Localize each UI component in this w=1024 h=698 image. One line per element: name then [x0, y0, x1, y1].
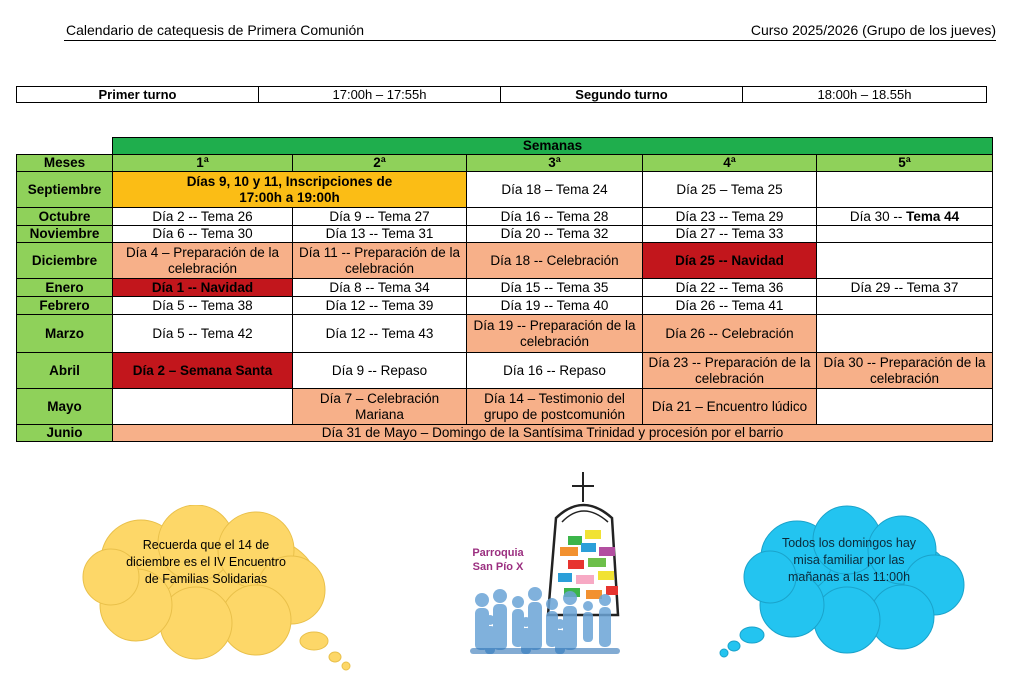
cell-ene-w4: Día 22 -- Tema 36 — [643, 279, 817, 297]
cell-oct-w3: Día 16 -- Tema 28 — [467, 208, 643, 226]
cell-oct-w5-prefix: Día 30 -- — [849, 208, 907, 224]
cell-oct-w4: Día 23 -- Tema 29 — [643, 208, 817, 226]
cell-jun-full: Día 31 de Mayo – Domingo de la Santísima Trinidad y procesión por el barrio — [113, 425, 993, 442]
months-header: Meses — [17, 155, 113, 172]
cell-feb-w1: Día 5 -- Tema 38 — [113, 297, 293, 315]
cell-dic-w1: Día 4 – Preparación de la celebración — [113, 243, 293, 279]
month-abril: Abril — [17, 353, 113, 389]
cell-may-w5 — [817, 389, 993, 425]
cell-nov-w4: Día 27 -- Tema 33 — [643, 226, 817, 243]
cell-may-w1 — [113, 389, 293, 425]
course-label: Curso 2025/2026 (Grupo de los jueves) — [750, 22, 996, 38]
cloud-shape-left — [56, 505, 356, 675]
cell-feb-w3: Día 19 -- Tema 40 — [467, 297, 643, 315]
cell-dic-w3: Día 18 -- Celebración — [467, 243, 643, 279]
cell-abr-w4: Día 23 -- Preparación de la celebración — [643, 353, 817, 389]
month-junio: Junio — [17, 425, 113, 442]
cell-oct-w5-bold: Tema 44 — [906, 208, 960, 224]
month-enero: Enero — [17, 279, 113, 297]
week-5-header: 5ª — [817, 155, 993, 172]
cell-sep-w3: Día 18 – Tema 24 — [467, 172, 643, 208]
second-shift-time: 18:00h – 18.55h — [743, 87, 987, 103]
cell-sep-w1-text: Días 9, 10 y 11, Inscripciones de 17:00h a 19:00h — [186, 173, 393, 205]
document-header — [64, 22, 996, 41]
reminder-cloud — [56, 505, 356, 675]
cell-feb-w4: Día 26 -- Tema 41 — [643, 297, 817, 315]
cell-mar-w1: Día 5 -- Tema 42 — [113, 315, 293, 353]
calendar-table — [16, 137, 993, 442]
tower-and-people-illustration — [460, 470, 640, 685]
cell-abr-w3: Día 16 -- Repaso — [467, 353, 643, 389]
second-shift-label: Segundo turno — [501, 87, 743, 103]
cell-sep-w4: Día 25 – Tema 25 — [643, 172, 817, 208]
month-diciembre: Diciembre — [17, 243, 113, 279]
month-noviembre: Noviembre — [17, 226, 113, 243]
week-3-header: 3ª — [467, 155, 643, 172]
week-2-header: 2ª — [293, 155, 467, 172]
cell-ene-w3: Día 15 -- Tema 35 — [467, 279, 643, 297]
cell-mar-w4: Día 26 -- Celebración — [643, 315, 817, 353]
mass-cloud — [712, 505, 972, 665]
cell-dic-w4: Día 25 -- Navidad — [643, 243, 817, 279]
month-febrero: Febrero — [17, 297, 113, 315]
cell-nov-w2: Día 13 -- Tema 31 — [293, 226, 467, 243]
cell-sep-w1 — [113, 172, 467, 208]
cell-dic-w5 — [817, 243, 993, 279]
cell-oct-w1: Día 2 -- Tema 26 — [113, 208, 293, 226]
cell-mar-w3: Día 19 -- Preparación de la celebración — [467, 315, 643, 353]
parish-logo — [460, 470, 640, 685]
cell-mar-w5 — [817, 315, 993, 353]
cell-ene-w1: Día 1 -- Navidad — [113, 279, 293, 297]
weeks-header: Semanas — [113, 138, 993, 155]
cell-may-w4: Día 21 – Encuentro lúdico — [643, 389, 817, 425]
document-title: Calendario de catequesis de Primera Comunión — [66, 22, 365, 38]
cell-abr-w1: Día 2 – Semana Santa — [113, 353, 293, 389]
first-shift-label: Primer turno — [17, 87, 259, 103]
month-octubre: Octubre — [17, 208, 113, 226]
cell-feb-w2: Día 12 -- Tema 39 — [293, 297, 467, 315]
cell-abr-w2: Día 9 -- Repaso — [293, 353, 467, 389]
cell-ene-w5: Día 29 -- Tema 37 — [817, 279, 993, 297]
reminder-text: Recuerda que el 14 de diciembre es el IV Encuentro de Familias Solidarias — [126, 538, 286, 586]
cell-feb-w5 — [817, 297, 993, 315]
cell-mar-w2: Día 12 -- Tema 43 — [293, 315, 467, 353]
cell-nov-w1: Día 6 -- Tema 30 — [113, 226, 293, 243]
cell-ene-w2: Día 8 -- Tema 34 — [293, 279, 467, 297]
cell-dic-w2: Día 11 -- Preparación de la celebración — [293, 243, 467, 279]
month-marzo: Marzo — [17, 315, 113, 353]
shifts-table — [16, 86, 987, 103]
cell-nov-w5 — [817, 226, 993, 243]
first-shift-time: 17:00h – 17:55h — [259, 87, 501, 103]
cell-oct-w5 — [817, 208, 993, 226]
month-mayo: Mayo — [17, 389, 113, 425]
month-septiembre: Septiembre — [17, 172, 113, 208]
cell-may-w2: Día 7 – Celebración Mariana — [293, 389, 467, 425]
week-1-header: 1ª — [113, 155, 293, 172]
cell-abr-w5: Día 30 -- Preparación de la celebración — [817, 353, 993, 389]
cell-oct-w2: Día 9 -- Tema 27 — [293, 208, 467, 226]
week-4-header: 4ª — [643, 155, 817, 172]
cell-sep-w5 — [817, 172, 993, 208]
cell-nov-w3: Día 20 -- Tema 32 — [467, 226, 643, 243]
logo-text-line1: Parroquia — [472, 547, 524, 559]
mass-text: Todos los domingos hay misa familiar por las mañanas a las 11:00h — [781, 536, 917, 584]
cell-may-w3: Día 14 – Testimonio del grupo de postcomunión — [467, 389, 643, 425]
logo-text-line2: San Pío X — [472, 561, 524, 573]
